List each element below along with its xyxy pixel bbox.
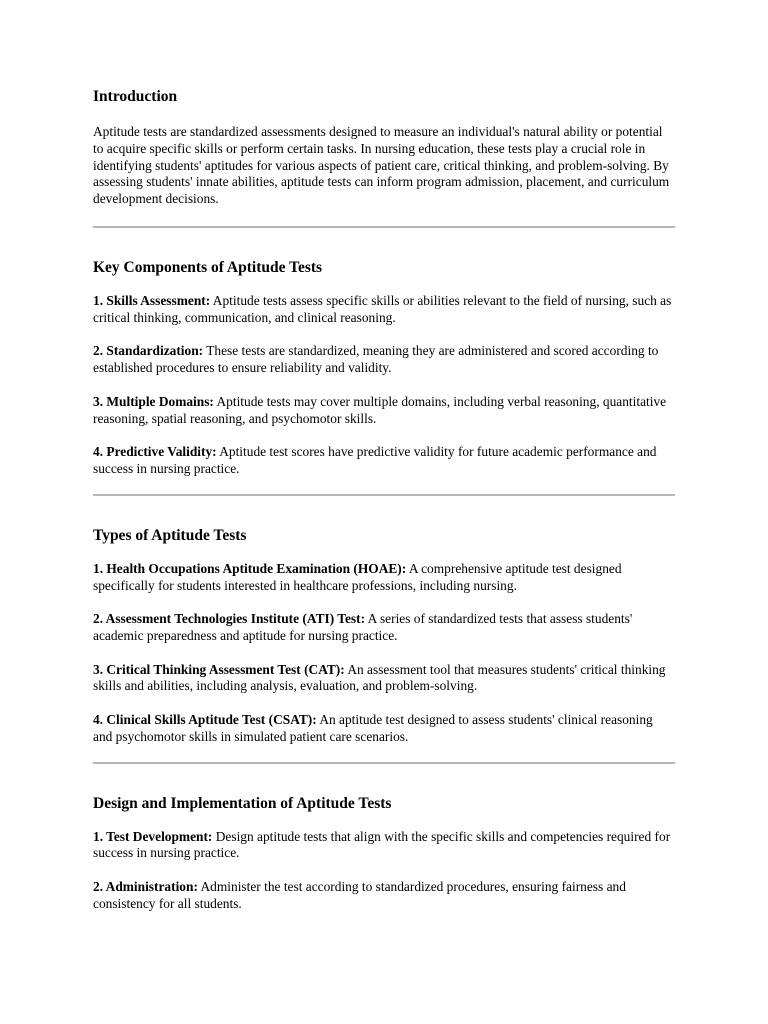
list-item [93, 829, 675, 863]
item-lead: 4. Predictive Validity: [93, 444, 217, 460]
list-item [93, 343, 675, 377]
list-item [93, 444, 675, 478]
list-item [93, 879, 675, 913]
item-lead: 2. Standardization: [93, 343, 204, 359]
list-item [93, 561, 675, 595]
document-page [93, 86, 675, 913]
section-title-design-implementation: Design and Implementation of Aptitude Tests [93, 794, 392, 812]
item-text: These tests are standardized, meaning they are administered and scored according to established procedures to ensure reliability and validity. [93, 343, 659, 376]
item-text: Administer the test according to standardized procedures, ensuring fairness and consistency for all students. [93, 878, 626, 911]
list-item [93, 394, 675, 428]
item-text: Design aptitude tests that align with the specific skills and competencies required for success in nursing practice. [93, 828, 671, 861]
list-item [93, 293, 675, 327]
item-lead: 1. Test Development: [93, 828, 213, 844]
item-text: A series of standardized tests that assess students' academic preparedness and aptitude for nursing practice. [93, 611, 633, 643]
section-title-introduction: Introduction [93, 88, 178, 105]
list-item [93, 611, 675, 645]
item-lead: 2. Administration: [93, 878, 198, 894]
item-lead: 3. Multiple Domains: [93, 393, 214, 409]
item-lead: 4. Clinical Skills Aptitude Test (CSAT): [93, 711, 317, 727]
item-text: An assessment tool that measures students' critical thinking skills and abilities, including analysis, evaluation, and problem-solving. [93, 661, 666, 694]
introduction-paragraph: Aptitude tests are standardized assessments designed to measure an individual's natural ability or potential to acquire specific skills or perform certain tasks. In nursing education, these tests play a crucial role in identifying students' aptitudes for various aspects of patient care, critical thinking, and problem-solving. By assessing students' innate abilities, aptitude tests can inform program admission, placement, and curriculum development decisions. [93, 124, 670, 207]
section-divider [93, 226, 675, 228]
section-title-key-components: Key Components of Aptitude Tests [93, 258, 323, 276]
item-text: Aptitude tests assess specific skills or abilities relevant to the field of nursing, such as critical thinking, communication, and clinical reasoning. [93, 292, 672, 325]
item-lead: 1. Health Occupations Aptitude Examination (HOAE): [93, 560, 407, 576]
item-text: A comprehensive aptitude test designed specifically for students interested in healthcare professions, including nursing. [93, 560, 622, 593]
section-divider [93, 762, 675, 764]
item-lead: 3. Critical Thinking Assessment Test (CAT): [93, 661, 345, 677]
section-divider [93, 494, 675, 496]
item-text: Aptitude tests may cover multiple domains, including verbal reasoning, quantitative reasoning, spatial reasoning, and psychomotor skills. [93, 393, 667, 426]
item-lead: 1. Skills Assessment: [93, 292, 211, 308]
list-item [93, 712, 675, 746]
item-text: An aptitude test designed to assess students' clinical reasoning and psychomotor skills in simulated patient care scenarios. [93, 711, 653, 744]
item-text: Aptitude test scores have predictive validity for future academic performance and success in nursing practice. [93, 444, 657, 476]
list-item [93, 662, 675, 696]
section-title-types: Types of Aptitude Tests [93, 526, 247, 544]
item-lead: 2. Assessment Technologies Institute (ATI) Test: [93, 611, 366, 627]
